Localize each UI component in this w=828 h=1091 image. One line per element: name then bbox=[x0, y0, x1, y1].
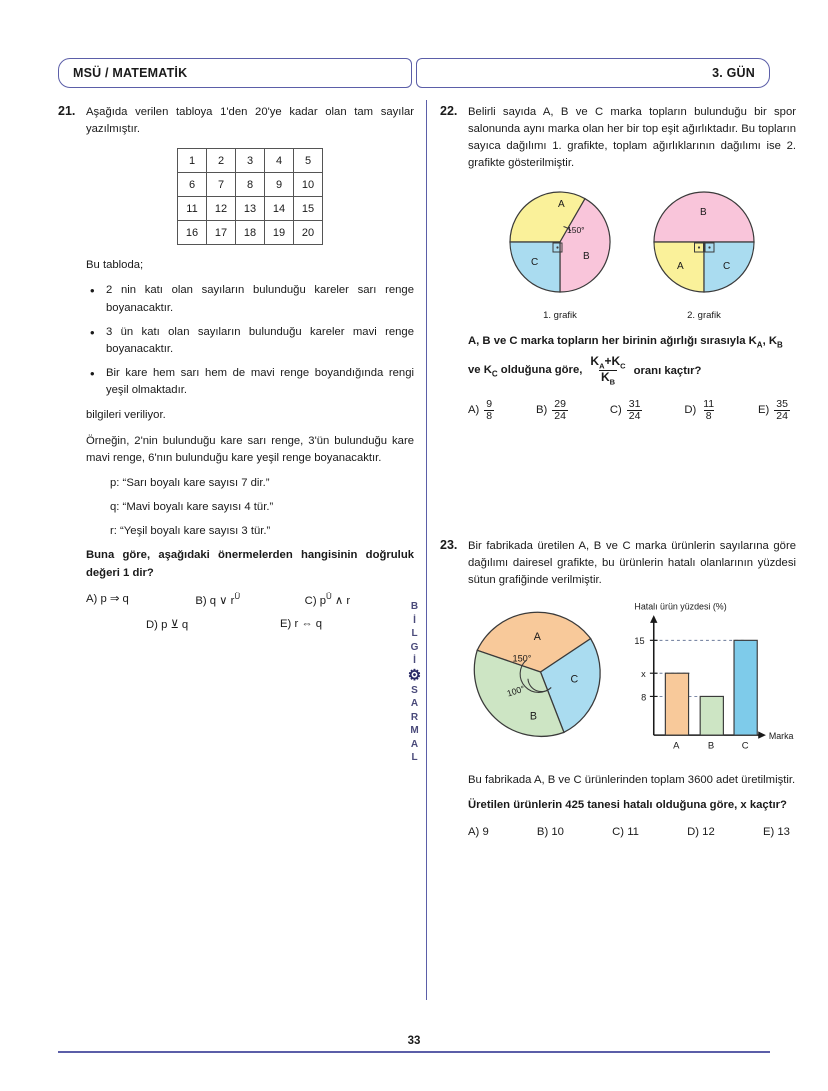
option-b[interactable] bbox=[195, 592, 304, 607]
q22-sub-a: A bbox=[756, 339, 763, 349]
xtick-label-a: A bbox=[673, 740, 680, 752]
table-row bbox=[178, 149, 323, 173]
table-cell: 13 bbox=[236, 197, 265, 221]
proposition-q: q: “Mavi boyalı kare sayısı 4 tür.” bbox=[110, 501, 274, 514]
pie-slice-a-label: A bbox=[533, 631, 541, 644]
header-right bbox=[416, 58, 770, 88]
question-22-prompt-line2 bbox=[468, 355, 796, 387]
option-b-label: B) bbox=[536, 826, 549, 839]
watermark-char: İ bbox=[413, 655, 417, 666]
watermark-char: G bbox=[410, 641, 420, 653]
option-c-value: 11 bbox=[627, 826, 639, 839]
option-d[interactable] bbox=[684, 399, 716, 422]
q22-prompt-mid3: olduğuna göre, bbox=[497, 363, 583, 376]
pie-chart-1-svg bbox=[501, 183, 619, 301]
option-b-num: 29 bbox=[554, 397, 566, 410]
option-d-expr-post: q bbox=[178, 619, 189, 632]
x-axis-label: Marka bbox=[768, 731, 794, 742]
right-column bbox=[440, 104, 796, 852]
question-21 bbox=[58, 104, 414, 631]
bilgi-sarmal-logo-icon: ⚙ bbox=[407, 666, 423, 684]
option-b-fraction bbox=[552, 399, 568, 422]
table-cell: 3 bbox=[236, 149, 265, 173]
option-c-label: C) bbox=[609, 404, 622, 417]
q22-prompt-post: oranı kaçtır? bbox=[633, 364, 702, 377]
pie-chart-1-caption: 1. grafik bbox=[543, 309, 577, 321]
page-number: 33 bbox=[407, 1035, 421, 1047]
ratio-fraction bbox=[588, 355, 627, 387]
question-22 bbox=[440, 104, 796, 422]
question-23-options bbox=[468, 826, 796, 838]
watermark-char: A bbox=[410, 698, 420, 709]
q22-prompt-mid1: , K bbox=[762, 334, 778, 347]
table-cell: 18 bbox=[236, 221, 265, 245]
table-cell: 7 bbox=[207, 173, 236, 197]
option-a-label: A) bbox=[86, 592, 98, 605]
question-23-figure bbox=[468, 597, 796, 762]
question-21-number: 21. bbox=[58, 104, 76, 118]
table-cell: 17 bbox=[207, 221, 236, 245]
question-22-charts bbox=[468, 183, 796, 321]
proposition-p: p: “Sarı boyalı kare sayısı 7 dir.” bbox=[110, 476, 270, 489]
option-e[interactable] bbox=[280, 618, 414, 631]
ytick-label-15: 15 bbox=[634, 636, 645, 647]
option-d-label: D) bbox=[684, 404, 697, 417]
option-b[interactable] bbox=[537, 826, 564, 838]
ytick-label-x: x bbox=[641, 669, 646, 680]
option-c[interactable] bbox=[305, 592, 414, 607]
option-c-den: 24 bbox=[628, 409, 641, 422]
list-item: • Bir kare hem sarı hem de mavi renge boyandığında rengi yeşil olmaktadır. bbox=[86, 365, 414, 399]
option-c-fraction bbox=[627, 399, 643, 422]
watermark-char: S bbox=[411, 684, 419, 696]
option-e-value: 13 bbox=[777, 826, 790, 839]
watermark-char: B bbox=[410, 601, 420, 612]
option-c-negation: Ü bbox=[326, 591, 332, 601]
xtick-label-c: C bbox=[741, 740, 749, 752]
watermark-char: L bbox=[411, 628, 419, 639]
option-a-label: A) bbox=[468, 404, 480, 417]
question-21-intro: Aşağıda verilen tabloya 1'den 20'ye kadar olan tam sayılar yazılmıştır. bbox=[86, 106, 414, 136]
pie-slice-b-label: B bbox=[700, 206, 707, 218]
xtick-label-b: B bbox=[707, 740, 715, 752]
table-row bbox=[178, 221, 323, 245]
watermark-char: L bbox=[411, 752, 419, 763]
number-table bbox=[177, 148, 323, 245]
subject-title: MSÜ / MATEMATİK bbox=[73, 66, 188, 80]
table-cell: 11 bbox=[178, 197, 207, 221]
table-caption: Bu tabloda; bbox=[86, 259, 144, 272]
option-d-fraction bbox=[701, 399, 716, 422]
option-d-den: 8 bbox=[705, 409, 712, 422]
proposition-r: r: “Yeşil boyalı kare sayısı 3 tür.” bbox=[110, 525, 271, 538]
option-c-label: C) bbox=[612, 826, 625, 839]
option-e-label: E) bbox=[758, 404, 770, 417]
table-cell: 12 bbox=[207, 197, 236, 221]
option-b[interactable] bbox=[536, 399, 568, 422]
table-cell: 10 bbox=[294, 173, 323, 197]
question-22-intro: Belirli sayıda A, B ve C marka topların bulunduğu bir spor salonunda aynı marka olan her bir top eşit ağırlıktadır. Bu topların sayıca dağılımı 1. grafikte, toplam ağırlıklarının dağılımı ise 2. grafikte gösterilmiştir. bbox=[468, 106, 796, 170]
footer-divider bbox=[58, 1051, 770, 1053]
option-a-den: 8 bbox=[486, 409, 493, 422]
option-a-expr-post: q bbox=[119, 592, 129, 605]
table-cell: 2 bbox=[207, 149, 236, 173]
option-e-fraction bbox=[774, 399, 790, 422]
option-b-label: B) bbox=[195, 594, 207, 607]
right-angle-dot-left bbox=[698, 246, 700, 248]
question-23 bbox=[440, 538, 796, 839]
pie-slice-a-label: A bbox=[677, 260, 684, 272]
option-e-expr-pre: r bbox=[294, 618, 302, 631]
table-cell: 19 bbox=[265, 221, 294, 245]
pie-slice-c-label: C bbox=[570, 673, 579, 686]
y-axis-arrow bbox=[650, 615, 657, 623]
watermark-char: A bbox=[410, 738, 420, 750]
pie-chart-2-svg bbox=[645, 183, 763, 301]
pie-chart-2 bbox=[645, 183, 763, 321]
bar-b bbox=[700, 696, 723, 735]
table-cell: 5 bbox=[294, 149, 323, 173]
option-a-label: A) bbox=[468, 826, 480, 839]
bar-c bbox=[734, 640, 757, 735]
question-23-prompt: Üretilen ürünlerin 425 tanesi hatalı olduğuna göre, x kaçtır? bbox=[468, 799, 787, 812]
question-22-options bbox=[468, 399, 796, 422]
question-23-intro: Bir fabrikada üretilen A, B ve C marka ürünlerin sayılarına göre dağılımı dairesel grafikte, bu ürünlerin hatalı olanlarının yüzdesi sütun grafiğinde verilmiştir. bbox=[468, 539, 796, 586]
question-22-number: 22. bbox=[440, 104, 458, 118]
angle-label-150: 150° bbox=[512, 653, 532, 664]
table-row bbox=[178, 197, 323, 221]
day-title: 3. GÜN bbox=[712, 66, 755, 80]
example-text: Örneğin, 2'nin bulunduğu kare sarı renge, 3'ün bulunduğu kare mavi renge, 6'nın bulunduğu kare yeşil renge boyanacaktır. bbox=[86, 434, 414, 464]
watermark-char: İ bbox=[413, 614, 417, 626]
question-21-options-row2 bbox=[86, 618, 414, 631]
option-d-label: D) bbox=[687, 826, 700, 839]
pie-chart-1 bbox=[501, 183, 619, 321]
bar-chart-svg bbox=[617, 597, 796, 762]
option-d-label: D) bbox=[146, 619, 158, 632]
fraction-numerator: $K_A+K_C$ bbox=[590, 354, 626, 371]
option-a[interactable] bbox=[468, 826, 489, 838]
bar-a bbox=[665, 673, 688, 735]
option-e-label: E) bbox=[762, 826, 775, 839]
pie-slice-b-label: B bbox=[583, 250, 590, 262]
option-c-num: 31 bbox=[628, 397, 641, 410]
option-c-label: C) bbox=[304, 594, 317, 607]
table-cell: 6 bbox=[178, 173, 207, 197]
table-cell: 20 bbox=[294, 221, 323, 245]
option-d-op: ⊻ bbox=[170, 619, 179, 632]
table-cell: 1 bbox=[178, 149, 207, 173]
option-d-value: 12 bbox=[702, 826, 715, 839]
q22-prompt-pre: A, B ve C marka topların her birinin ağırlığı sırasıyla K bbox=[468, 334, 757, 347]
option-d[interactable] bbox=[146, 618, 280, 631]
q22-sub-c: C bbox=[491, 368, 498, 378]
header-left bbox=[58, 58, 412, 88]
option-e-den: 24 bbox=[776, 409, 788, 422]
q22-prompt-mid2: ve $K_C$ olduğuna göre, bbox=[468, 363, 583, 378]
option-a[interactable] bbox=[86, 592, 195, 607]
table-cell: 16 bbox=[178, 221, 207, 245]
pie-slice-a-label: A bbox=[558, 198, 565, 210]
option-c-expr-post: ∧ r bbox=[331, 594, 351, 607]
pie-slice-c-label: C bbox=[531, 256, 539, 268]
option-e[interactable] bbox=[758, 399, 790, 422]
question-22-prompt-line1 bbox=[468, 333, 796, 351]
rules-list bbox=[86, 282, 414, 399]
question-21-options-row1 bbox=[86, 592, 414, 607]
option-e-label: E) bbox=[280, 618, 292, 631]
option-a-op: ⇒ bbox=[109, 592, 120, 605]
option-a-expr-pre: p bbox=[100, 592, 110, 605]
table-cell: 4 bbox=[265, 149, 294, 173]
pie-slice-b-label: B bbox=[529, 710, 537, 723]
option-a-value: 9 bbox=[482, 826, 489, 839]
fraction-denominator: $K_B$ bbox=[600, 370, 616, 387]
given-text: bilgileri veriliyor. bbox=[86, 409, 166, 422]
option-a-fraction bbox=[484, 399, 494, 422]
right-angle-dot-right bbox=[708, 246, 710, 248]
table-cell: 15 bbox=[294, 197, 323, 221]
pie-chart-2-caption: 2. grafik bbox=[687, 309, 721, 321]
list-item: • 2 nin katı olan sayıların bulunduğu kareler sarı renge boyanacaktır. bbox=[86, 282, 414, 316]
option-a[interactable] bbox=[468, 399, 494, 422]
option-b-expr-pre: q ∨ r bbox=[209, 594, 235, 607]
table-cell: 14 bbox=[265, 197, 294, 221]
option-c[interactable] bbox=[612, 826, 639, 838]
option-b-label: B) bbox=[536, 404, 548, 417]
option-c[interactable] bbox=[610, 399, 643, 422]
list-item: • 3 ün katı olan sayıların bulunduğu kareler mavi renge boyanacaktır. bbox=[86, 324, 414, 358]
right-angle-dot bbox=[556, 246, 558, 248]
watermark-char: M bbox=[410, 725, 420, 736]
question-23-statement: Bu fabrikada A, B ve C ürünlerinden toplam 3600 adet üretilmiştir. bbox=[468, 774, 796, 787]
angle-label-150: 150° bbox=[567, 224, 585, 235]
option-e[interactable] bbox=[763, 826, 790, 838]
question-21-prompt: Buna göre, aşağıdaki önermelerden hangisinin doğruluk değeri 1 dir? bbox=[86, 549, 414, 579]
option-c-expr-pre: p bbox=[319, 594, 327, 607]
option-b-value: 10 bbox=[551, 826, 564, 839]
option-e-op: ⇔ bbox=[301, 618, 313, 631]
angle-label-100: 100° bbox=[505, 683, 526, 699]
table-row bbox=[178, 173, 323, 197]
q22-sub-b: B bbox=[777, 339, 783, 349]
watermark-char: R bbox=[410, 711, 420, 723]
option-e-num: 35 bbox=[776, 397, 788, 410]
option-b-negation: Ü bbox=[234, 591, 241, 601]
option-b-den: 24 bbox=[554, 409, 566, 422]
option-a-num: 9 bbox=[486, 397, 493, 410]
pie-chart-3-svg bbox=[468, 597, 613, 747]
table-cell: 8 bbox=[236, 173, 265, 197]
ytick-label-8: 8 bbox=[641, 692, 647, 703]
option-e-expr-post: q bbox=[312, 618, 323, 631]
column-divider bbox=[426, 100, 427, 1000]
option-d-expr-pre: p bbox=[161, 619, 171, 632]
option-d[interactable] bbox=[687, 826, 715, 838]
pie-slice-c-label: C bbox=[723, 260, 731, 272]
option-d-num: 11 bbox=[703, 397, 715, 410]
table-cell: 9 bbox=[265, 173, 294, 197]
bar-chart-title: Hatalı ürün yüzdesi (%) bbox=[634, 601, 727, 612]
question-23-number: 23. bbox=[440, 537, 458, 552]
left-column bbox=[58, 104, 414, 645]
x-axis-arrow bbox=[758, 731, 766, 738]
